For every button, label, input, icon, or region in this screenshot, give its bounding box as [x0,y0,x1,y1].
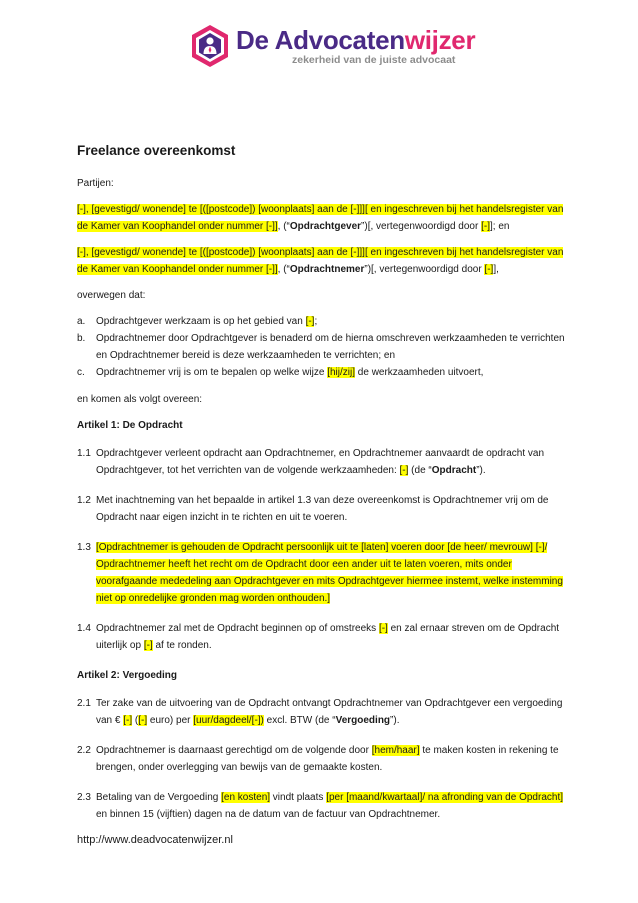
clause-2-2: 2.2 Opdrachtnemer is daarnaast gerechtigd om de volgende door [hem/haar] te maken kosten in rekening te brengen, onder overlegging van bewijs van de gemaakte kosten. [77,745,559,773]
clause-2-1: 2.1 Ter zake van de uitvoering van de Opdracht ontvangt Opdrachtnemer van Opdrachtgever een vergoeding van € [-] ([-] euro) per [uur/dagdeel/[-]) excl. BTW (de “Vergoeding”). [77,698,563,726]
footer-url[interactable]: http://www.deadvocatenwijzer.nl [77,834,233,846]
considerations-intro: overwegen dat: [77,290,146,301]
page-header [0,0,638,80]
parties-label: Partijen: [77,178,114,189]
clause-2-3: 2.3 Betaling van de Vergoeding [en kosten] vindt plaats [per [maand/kwartaal]/ na afronding van de Opdracht] en binnen 15 (vijftien) dagen na de datum van de factuur van Opdrachtnemer. [77,792,563,820]
document-body [77,142,565,836]
list-item: c. Opdrachtnemer vrij is om te bepalen op welke wijze [hij/zij] de werkzaamheden uitvoert, [77,367,484,378]
clause-1-1: 1.1 Opdrachtgever verleent opdracht aan Opdrachtnemer, en Opdrachtnemer aanvaardt de opdracht van Opdrachtgever, tot het verrichten van de volgende werkzaamheden: [-] (de “Opdracht”). [77,448,545,476]
clause-1-3: 1.3 [Opdrachtnemer is gehouden de Opdracht persoonlijk uit te [laten] voeren door [de heer/ mevrouw] [-]/ Opdrachtnemer heeft het recht om de Opdracht door een ander uit te laten voeren, mits onder voorafgaande mededeling aan Opdrachtgever en mits Opdrachtgever hiermee instemt, welke instemming niet op onredelijke gronden mag worden onthouden.] [77,542,563,604]
list-item: a. Opdrachtgever werkzaam is op het gebied van [-]; [77,316,318,327]
shield-person-icon [190,24,230,68]
considerations-list [77,313,565,381]
agreement-intro: en komen als volgt overeen: [77,394,203,405]
list-item: b. Opdrachtnemer door Opdrachtgever is benaderd om de hierna omschreven werkzaamheden te verrichten en Opdrachtnemer bereid is deze werkzaamheden te verrichten; en [77,333,565,361]
article-2-heading: Artikel 2: Vergoeding [77,670,178,681]
party-1: [-], [gevestigd/ wonende] te [([postcode]) [woonplaats] aan de [-]]][ en ingeschreven bij het handelsregister van de Kamer van Koophandel onder nummer [-]], (“Opdrachtgever”)[, vertegenwoordigd door [-]]; en [77,204,564,232]
article-1-heading: Artikel 1: De Opdracht [77,420,183,431]
logo-tagline: zekerheid van de juiste advocaat [292,54,456,66]
clause-1-4: 1.4 Opdrachtnemer zal met de Opdracht beginnen op of omstreeks [-] en zal ernaar streven om de Opdracht uiterlijk op [-] af te ronden. [77,623,560,651]
clause-1-2: 1.2 Met inachtneming van het bepaalde in artikel 1.3 van deze overeenkomst is Opdrachtnemer vrij om de Opdracht naar eigen inzicht in te richten en uit te voeren. [77,495,549,523]
party-2: [-], [gevestigd/ wonende] te [([postcode]) [woonplaats] aan de [-]]][ en ingeschreven bij het handelsregister van de Kamer van Koophandel onder nummer [-]], (“Opdrachtnemer”)[, vertegenwoordigd door [-]], [77,247,564,275]
document-title: Freelance overeenkomst [77,143,236,158]
logo-wordmark: De Advocatenwijzer [236,25,476,55]
